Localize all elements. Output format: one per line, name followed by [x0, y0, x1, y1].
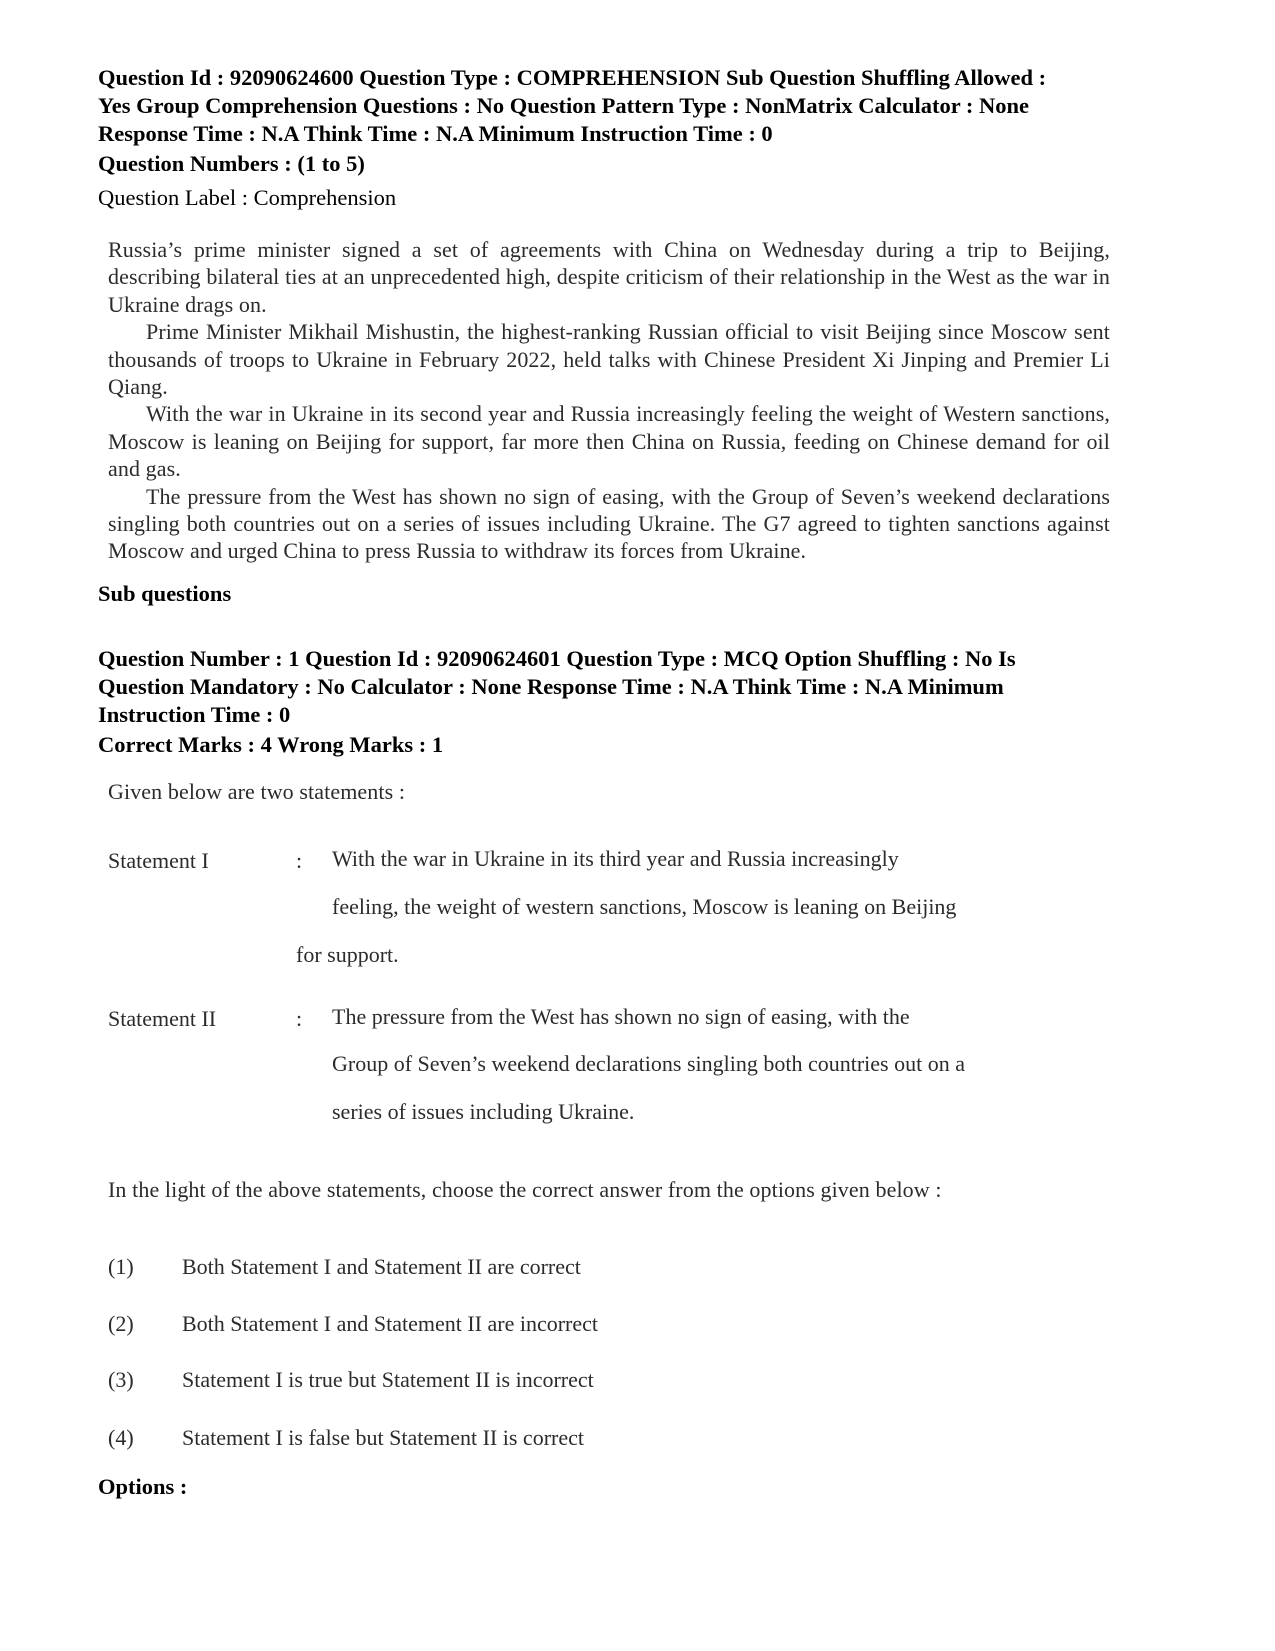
header-line-2: Yes Group Comprehension Questions : No Question Pattern Type : NonMatrix Calculator : None	[98, 93, 1030, 118]
header-line-3: Response Time : N.A Think Time : N.A Minimum Instruction Time : 0	[98, 121, 773, 146]
marks-line: Correct Marks : 4 Wrong Marks : 1	[98, 732, 444, 757]
choice-4-number: (4)	[108, 1425, 134, 1450]
statement-2-line-2: Group of Seven’s weekend declarations singling both countries out on a	[332, 1051, 965, 1076]
question-label: Question Label : Comprehension	[98, 185, 397, 210]
choice-3-text: Statement I is true but Statement II is incorrect	[182, 1367, 594, 1392]
choice-1-number: (1)	[108, 1254, 134, 1279]
q1-header	[98, 645, 1218, 729]
statement-2-colon: :	[296, 1006, 303, 1031]
statement-1-line-1: With the war in Ukraine in its third year and Russia increasingly	[332, 846, 899, 871]
q1-header-line-3: Instruction Time : 0	[98, 702, 291, 727]
choice-2-number: (2)	[108, 1311, 134, 1336]
passage-paragraph-4: The pressure from the West has shown no sign of easing, with the Group of Seven’s weekend declarations singling both countries out on a series of issues including Ukraine. The G7 agreed to tighten sanctions against Moscow and urged China to press Russia to withdraw its forces from Ukraine.	[108, 483, 1110, 564]
passage-paragraph-2: Prime Minister Mikhail Mishustin, the highest-ranking Russian official to visit Beijing since Moscow sent thousands of troops to Ukraine in February 2022, held talks with Chinese President Xi Jinping and Premier Li Qiang.	[108, 319, 1110, 400]
statements-intro: Given below are two statements :	[108, 779, 406, 804]
choice-1-text: Both Statement I and Statement II are correct	[182, 1254, 581, 1279]
question-header	[98, 64, 1218, 148]
choice-4-text: Statement I is false but Statement II is correct	[182, 1425, 584, 1450]
sub-questions-heading: Sub questions	[98, 581, 232, 606]
question-numbers: Question Numbers : (1 to 5)	[98, 151, 365, 176]
statement-1-label: Statement I	[108, 848, 209, 873]
choice-3-number: (3)	[108, 1367, 134, 1392]
q1-header-line-1: Question Number : 1 Question Id : 92090624601 Question Type : MCQ Option Shuffling : No Is	[98, 646, 1016, 671]
statement-2-line-3: series of issues including Ukraine.	[332, 1099, 635, 1124]
statement-2-line-1: The pressure from the West has shown no sign of easing, with the	[332, 1004, 910, 1029]
answer-instruction: In the light of the above statements, choose the correct answer from the options given below :	[108, 1177, 942, 1202]
passage-paragraph-3: With the war in Ukraine in its second year and Russia increasingly feeling the weight of Western sanctions, Moscow is leaning on Beijing for support, far more then China on Russia, feeding on Chinese demand for oil and gas.	[108, 401, 1110, 482]
statement-1-line-2: feeling, the weight of western sanctions, Moscow is leaning on Beijing	[332, 894, 957, 919]
comprehension-passage	[108, 236, 1110, 565]
passage-paragraph-1: Russia’s prime minister signed a set of agreements with China on Wednesday during a trip to Beijing, describing bilateral ties at an unprecedented high, despite criticism of their relationship in the West as the war in Ukraine drags on.	[108, 237, 1110, 317]
statement-1-colon: :	[296, 848, 303, 873]
options-heading: Options :	[98, 1474, 188, 1499]
statement-1-line-3: for support.	[296, 942, 399, 967]
statement-2-label: Statement II	[108, 1006, 217, 1031]
choice-2-text: Both Statement I and Statement II are incorrect	[182, 1311, 599, 1336]
q1-header-line-2: Question Mandatory : No Calculator : None Response Time : N.A Think Time : N.A Minimum	[98, 674, 1004, 699]
header-line-1: Question Id : 92090624600 Question Type : COMPREHENSION Sub Question Shuffling Allowed :	[98, 65, 1047, 90]
